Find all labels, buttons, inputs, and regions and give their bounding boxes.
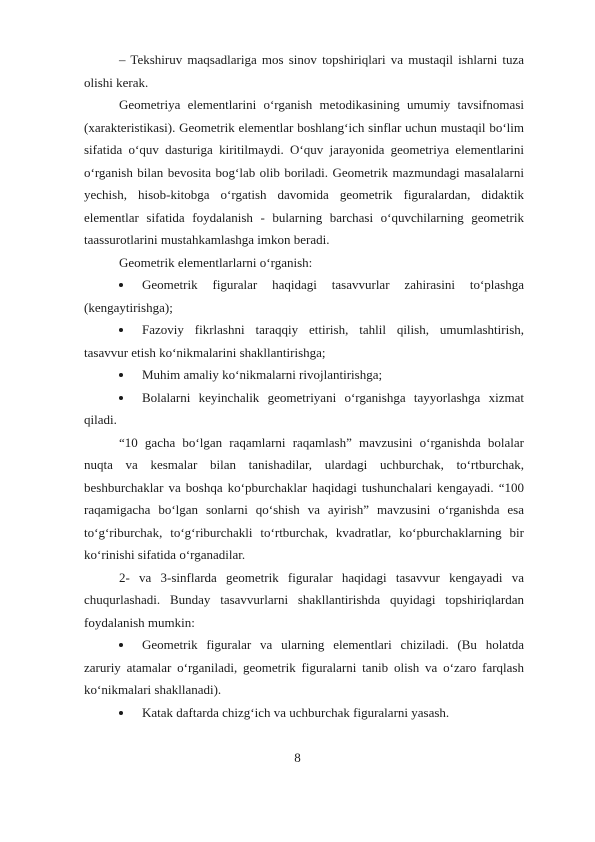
list-item-text: Katak daftarda chizg‘ich va uchburchak figuralarni yasash. bbox=[142, 704, 450, 720]
paragraph-overview: Geometriya elementlarini o‘rganish metodikasining umumiy tavsifnomasi (xarakteristikasi). Geometrik elementlar boshlang‘ich sinflar uchun mustaqil bo‘lim sifatida o‘quv dasturiga kiritilmaydi. O‘quv jarayonida geometriya elementlarini o‘rganish bilan bevosita bog‘lab olib boriladi. Geometrik mazmundagi masalalarni yechish, hisob-kitobga o‘rgatish davomida geometrik figuralardan, didaktik elementlar sifatida foydalanish - bularning barchasi o‘quvchilarning geometrik taassurotlarini mustahkamlashga imkon beradi. bbox=[84, 97, 524, 247]
bullet-icon bbox=[119, 396, 123, 400]
bullet-icon bbox=[119, 328, 123, 332]
bullet-icon bbox=[119, 283, 123, 287]
list-item bbox=[84, 274, 524, 319]
paragraph-list-intro: Geometrik elementlarlarni o‘rganish: bbox=[119, 254, 313, 270]
list-item-text: Geometrik figuralar va ularning elementlari chiziladi. (Bu holatda zaruriy atamalar o‘rganiladi, geometrik figuralarni tanib olish va o‘zaro farqlash ko‘nikmalari shakllanadi). bbox=[84, 637, 524, 697]
paragraph-topics: “10 gacha bo‘lgan raqamlarni raqamlash” mavzusini o‘rganishda bolalar nuqta va kesmalar bilan tanishadilar, ulardagi uchburchak, to‘rtburchak, beshburchaklar va boshqa ko‘pburchaklar haqidagi tushunchalari kengayadi. “100 raqamigacha bo‘lgan sonlarni qo‘shish va ayirish” mavzusini o‘rganishda esa to‘g‘riburchak, to‘g‘riburchakli to‘rtburchak, kvadratlar, ko‘pburchaklarning bir ko‘rinishi sifatida o‘rganadilar. bbox=[84, 434, 524, 562]
bullet-icon bbox=[119, 643, 123, 647]
list-item-text: Geometrik figuralar haqidagi tasavvurlar zahirasini to‘plashga (kengaytirishga); bbox=[84, 277, 524, 315]
list-item-text: Bolalarni keyinchalik geometriyani o‘rganishga tayyorlashga xizmat qiladi. bbox=[84, 389, 524, 427]
list-item bbox=[84, 387, 524, 432]
list-item-text: Fazoviy fikrlashni taraqqiy ettirish, tahlil qilish, umumlashtirish, tasavvur etish ko‘nikmalarini shakllantirishga; bbox=[84, 322, 524, 360]
list-item bbox=[84, 319, 524, 364]
list-item bbox=[84, 634, 524, 702]
bullet-icon bbox=[119, 373, 123, 377]
list-item-text: Muhim amaliy ko‘nikmalarni rivojlantirishga; bbox=[142, 367, 383, 382]
page-number: 8 bbox=[294, 750, 301, 765]
list-item bbox=[84, 364, 524, 387]
list-item bbox=[84, 702, 524, 725]
footer bbox=[0, 749, 595, 767]
paragraph-intro: – Tekshiruv maqsadlariga mos sinov topshiriqlari va mustaqil ishlarni tuza olishi kerak. bbox=[84, 52, 524, 90]
bullet-icon bbox=[119, 711, 123, 715]
page-body bbox=[84, 49, 524, 724]
paragraph-grades: 2- va 3-sinflarda geometrik figuralar haqidagi tasavvur kengayadi va chuqurlashadi. Bunday tasavvurlarni shakllantirishda quyidagi topshiriqlardan foydalanish mumkin: bbox=[84, 569, 524, 630]
